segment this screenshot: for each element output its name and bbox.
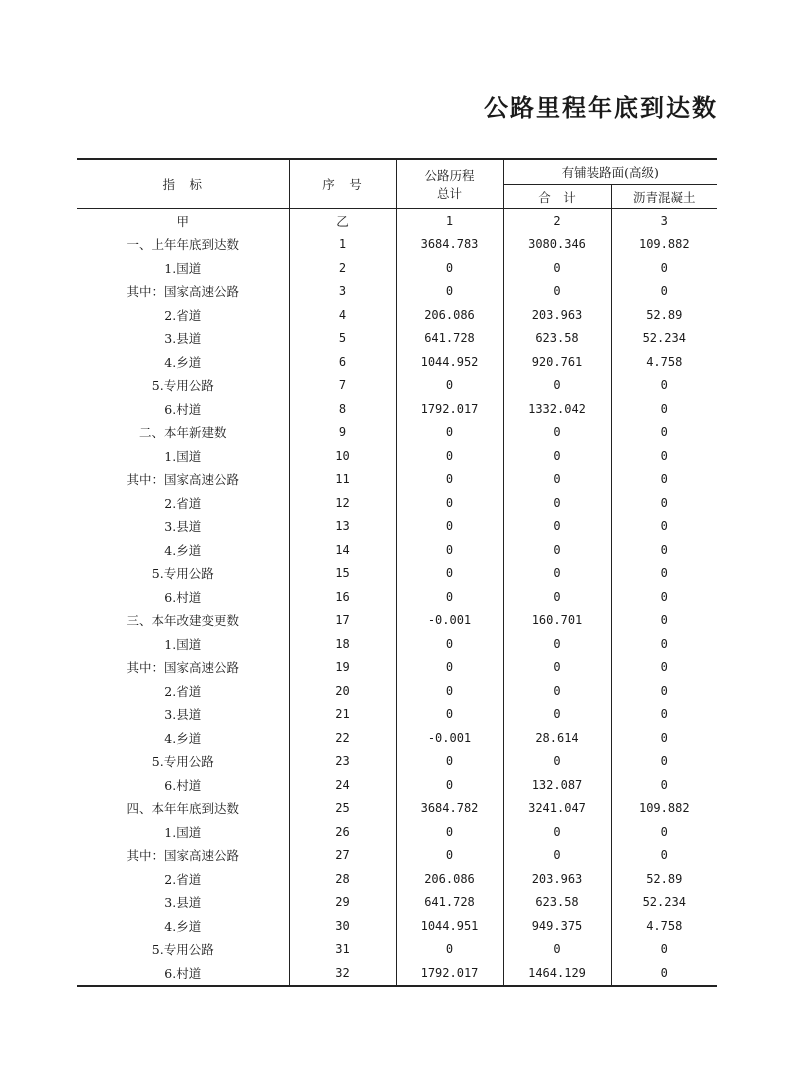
indicator-cell — [77, 444, 289, 468]
total-cell: 0 — [396, 844, 503, 868]
seq-cell: 24 — [289, 773, 396, 797]
total-cell: 0 — [396, 538, 503, 562]
indicator-cell — [77, 726, 289, 750]
indicator-label: 5.专用公路 — [151, 754, 214, 770]
seq-cell: 18 — [289, 632, 396, 656]
asphalt-cell: 0 — [660, 660, 668, 675]
total-cell: 0 — [396, 421, 503, 445]
sum-cell: 0 — [503, 679, 611, 703]
page-title: 公路里程年底到达数 — [484, 93, 718, 122]
asphalt-cell: 0 — [660, 448, 668, 463]
seq-cell: 28 — [289, 867, 396, 891]
indicator-label: 6.村道 — [164, 589, 202, 605]
table-row — [77, 679, 717, 703]
seq-cell: 22 — [289, 726, 396, 750]
indicator-label: 四、本年年底到达数 — [126, 801, 239, 817]
indicator-label: 1.国道 — [164, 260, 202, 276]
total-cell: 641.728 — [396, 891, 503, 915]
asphalt-cell: 4.758 — [646, 918, 683, 933]
table-row — [77, 750, 717, 774]
asphalt-cell: 0 — [660, 707, 668, 722]
asphalt-cell: 0 — [660, 542, 668, 557]
indicator-label: 二、本年新建数 — [138, 425, 227, 441]
sum-cell: 203.963 — [503, 303, 611, 327]
header-paved-group: 有铺装路面(高级) — [503, 159, 717, 185]
table-row — [77, 350, 717, 374]
table-row — [77, 444, 717, 468]
total-cell: 0 — [396, 773, 503, 797]
seq-cell: 29 — [289, 891, 396, 915]
sum-cell: 0 — [503, 844, 611, 868]
header-sum: 合 计 — [503, 185, 611, 209]
table-row — [77, 468, 717, 492]
header-total — [396, 159, 503, 209]
sum-cell: 0 — [503, 444, 611, 468]
indicator-cell — [77, 233, 289, 257]
indicator-cell — [77, 891, 289, 915]
sum-cell: 0 — [503, 468, 611, 492]
sum-cell: 3080.346 — [503, 233, 611, 257]
asphalt-cell: 109.882 — [638, 237, 690, 252]
indicator-cell — [77, 867, 289, 891]
total-cell: 0 — [396, 585, 503, 609]
total-cell: -0.001 — [396, 609, 503, 633]
indicator-label: 其中：国家高速公路 — [126, 848, 239, 864]
seq-cell: 17 — [289, 609, 396, 633]
table-row — [77, 867, 717, 891]
total-cell: -0.001 — [396, 726, 503, 750]
indicator-label: 4.乡道 — [164, 542, 202, 558]
table-row — [77, 820, 717, 844]
table-row — [77, 914, 717, 938]
indicator-cell — [77, 773, 289, 797]
indicator-label: 1.国道 — [164, 824, 202, 840]
indicator-cell — [77, 585, 289, 609]
asphalt-cell: 0 — [660, 589, 668, 604]
code-row — [77, 209, 717, 233]
asphalt-cell: 0 — [660, 636, 668, 651]
total-cell: 0 — [396, 515, 503, 539]
indicator-label: 5.专用公路 — [151, 566, 214, 582]
seq-cell: 14 — [289, 538, 396, 562]
asphalt-cell: 0 — [660, 824, 668, 839]
indicator-cell — [77, 515, 289, 539]
indicator-label: 6.村道 — [164, 965, 202, 981]
sum-cell: 0 — [503, 280, 611, 304]
indicator-label: 其中：国家高速公路 — [126, 284, 239, 300]
sum-cell: 0 — [503, 703, 611, 727]
sum-cell: 3241.047 — [503, 797, 611, 821]
asphalt-cell: 52.234 — [642, 331, 686, 346]
indicator-label: 三、本年改建变更数 — [126, 613, 239, 629]
total-cell: 206.086 — [396, 303, 503, 327]
seq-cell: 9 — [289, 421, 396, 445]
table-row — [77, 938, 717, 962]
header-asphalt: 沥青混凝土 — [611, 185, 717, 209]
asphalt-cell: 109.882 — [638, 801, 690, 816]
seq-cell: 2 — [289, 256, 396, 280]
total-cell: 0 — [396, 656, 503, 680]
table-row — [77, 585, 717, 609]
seq-cell: 10 — [289, 444, 396, 468]
asphalt-cell: 52.89 — [646, 871, 683, 886]
sum-cell: 623.58 — [503, 327, 611, 351]
table-row — [77, 609, 717, 633]
indicator-cell — [77, 679, 289, 703]
seq-cell: 3 — [289, 280, 396, 304]
seq-cell: 30 — [289, 914, 396, 938]
indicator-label: 5.专用公路 — [151, 378, 214, 394]
table-row — [77, 773, 717, 797]
sum-cell: 0 — [503, 820, 611, 844]
seq-cell: 20 — [289, 679, 396, 703]
table-row — [77, 656, 717, 680]
asphalt-cell: 0 — [660, 519, 668, 534]
header-total-line2: 总计 — [436, 186, 462, 201]
asphalt-cell: 0 — [611, 961, 717, 986]
asphalt-cell: 0 — [660, 566, 668, 581]
indicator-cell — [77, 703, 289, 727]
total-cell: 0 — [396, 632, 503, 656]
code-cell: 乙 — [289, 209, 396, 233]
asphalt-cell: 0 — [660, 260, 668, 275]
indicator-label: 3.县道 — [164, 519, 202, 535]
indicator-cell — [77, 656, 289, 680]
header-seq: 序 号 — [289, 159, 396, 209]
total-cell: 206.086 — [396, 867, 503, 891]
table-row — [77, 797, 717, 821]
indicator-cell — [77, 538, 289, 562]
indicator-cell — [77, 280, 289, 304]
indicator-label: 2.省道 — [164, 307, 202, 323]
table-row — [77, 327, 717, 351]
indicator-cell — [77, 421, 289, 445]
seq-cell: 19 — [289, 656, 396, 680]
total-cell: 0 — [396, 938, 503, 962]
indicator-cell — [77, 397, 289, 421]
mileage-table — [77, 158, 717, 987]
total-cell: 1792.017 — [396, 961, 503, 986]
indicator-label: 2.省道 — [164, 683, 202, 699]
seq-cell: 7 — [289, 374, 396, 398]
table-row — [77, 844, 717, 868]
asphalt-cell: 52.234 — [642, 895, 686, 910]
indicator-label: 其中：国家高速公路 — [126, 660, 239, 676]
asphalt-cell: 0 — [660, 730, 668, 745]
total-cell: 0 — [396, 820, 503, 844]
seq-cell: 8 — [289, 397, 396, 421]
asphalt-cell: 0 — [660, 284, 668, 299]
header-total-line1: 公路历程 — [424, 168, 475, 183]
table-row — [77, 891, 717, 915]
asphalt-cell: 0 — [660, 401, 668, 416]
asphalt-cell: 0 — [660, 754, 668, 769]
sum-cell: 0 — [503, 562, 611, 586]
asphalt-cell: 0 — [660, 378, 668, 393]
indicator-cell — [77, 938, 289, 962]
indicator-cell — [77, 914, 289, 938]
table-row — [77, 726, 717, 750]
indicator-cell — [77, 491, 289, 515]
total-cell: 1792.017 — [396, 397, 503, 421]
seq-cell: 4 — [289, 303, 396, 327]
indicator-label: 2.省道 — [164, 495, 202, 511]
sum-cell: 0 — [503, 938, 611, 962]
indicator-cell — [77, 961, 289, 986]
table-row — [77, 374, 717, 398]
total-cell: 0 — [396, 374, 503, 398]
indicator-label: 3.县道 — [164, 331, 202, 347]
sum-cell: 949.375 — [503, 914, 611, 938]
sum-cell: 0 — [503, 538, 611, 562]
indicator-cell — [77, 750, 289, 774]
header-indicator: 指 标 — [77, 159, 289, 209]
seq-cell: 23 — [289, 750, 396, 774]
code-cell: 3 — [660, 213, 668, 228]
indicator-cell — [77, 468, 289, 492]
seq-cell: 6 — [289, 350, 396, 374]
asphalt-cell: 0 — [660, 777, 668, 792]
indicator-label: 6.村道 — [164, 401, 202, 417]
seq-cell: 13 — [289, 515, 396, 539]
indicator-label: 6.村道 — [164, 777, 202, 793]
indicator-label: 4.乡道 — [164, 730, 202, 746]
indicator-cell — [77, 820, 289, 844]
seq-cell: 12 — [289, 491, 396, 515]
code-cell: 1 — [396, 209, 503, 233]
sum-cell: 0 — [503, 632, 611, 656]
table-row — [77, 961, 717, 986]
indicator-cell — [77, 562, 289, 586]
indicator-label: 1.国道 — [164, 636, 202, 652]
indicator-cell — [77, 327, 289, 351]
total-cell: 0 — [396, 750, 503, 774]
total-cell: 1044.952 — [396, 350, 503, 374]
sum-cell: 132.087 — [503, 773, 611, 797]
asphalt-cell: 0 — [660, 942, 668, 957]
seq-cell: 1 — [289, 233, 396, 257]
table-row — [77, 515, 717, 539]
total-cell: 0 — [396, 703, 503, 727]
total-cell: 3684.783 — [396, 233, 503, 257]
sum-cell: 28.614 — [503, 726, 611, 750]
total-cell: 641.728 — [396, 327, 503, 351]
indicator-cell — [77, 256, 289, 280]
indicator-cell — [77, 632, 289, 656]
total-cell: 0 — [396, 491, 503, 515]
table-body — [77, 209, 717, 986]
sum-cell: 1464.129 — [503, 961, 611, 986]
sum-cell: 920.761 — [503, 350, 611, 374]
sum-cell: 1332.042 — [503, 397, 611, 421]
indicator-cell — [77, 303, 289, 327]
total-cell: 0 — [396, 256, 503, 280]
table-row — [77, 233, 717, 257]
total-cell: 3684.782 — [396, 797, 503, 821]
table-row — [77, 421, 717, 445]
indicator-label: 1.国道 — [164, 448, 202, 464]
sum-cell: 0 — [503, 421, 611, 445]
table-row — [77, 703, 717, 727]
sum-cell: 0 — [503, 585, 611, 609]
asphalt-cell: 0 — [660, 613, 668, 628]
indicator-label: 一、上年年底到达数 — [126, 237, 239, 253]
indicator-cell — [77, 609, 289, 633]
sum-cell: 203.963 — [503, 867, 611, 891]
sum-cell: 0 — [503, 750, 611, 774]
table-row — [77, 491, 717, 515]
sum-cell: 0 — [503, 656, 611, 680]
table-row — [77, 562, 717, 586]
indicator-label: 4.乡道 — [164, 354, 202, 370]
sum-cell: 623.58 — [503, 891, 611, 915]
total-cell: 0 — [396, 562, 503, 586]
seq-cell: 31 — [289, 938, 396, 962]
table-row — [77, 280, 717, 304]
indicator-label: 4.乡道 — [164, 918, 202, 934]
indicator-label: 3.县道 — [164, 707, 202, 723]
sum-cell: 160.701 — [503, 609, 611, 633]
asphalt-cell: 0 — [660, 495, 668, 510]
indicator-cell — [77, 797, 289, 821]
asphalt-cell: 4.758 — [646, 354, 683, 369]
table-row — [77, 397, 717, 421]
asphalt-cell: 0 — [660, 848, 668, 863]
sum-cell: 0 — [503, 256, 611, 280]
seq-cell: 16 — [289, 585, 396, 609]
sum-cell: 0 — [503, 515, 611, 539]
total-cell: 0 — [396, 468, 503, 492]
total-cell: 1044.951 — [396, 914, 503, 938]
indicator-label: 2.省道 — [164, 871, 202, 887]
indicator-cell — [77, 844, 289, 868]
total-cell: 0 — [396, 280, 503, 304]
seq-cell: 32 — [289, 961, 396, 986]
seq-cell: 26 — [289, 820, 396, 844]
indicator-label: 5.专用公路 — [151, 942, 214, 958]
seq-cell: 11 — [289, 468, 396, 492]
indicator-label: 其中：国家高速公路 — [126, 472, 239, 488]
sum-cell: 0 — [503, 374, 611, 398]
sum-cell: 0 — [503, 491, 611, 515]
table-row — [77, 256, 717, 280]
seq-cell: 25 — [289, 797, 396, 821]
total-cell: 0 — [396, 444, 503, 468]
asphalt-cell: 0 — [660, 425, 668, 440]
seq-cell: 5 — [289, 327, 396, 351]
total-cell: 0 — [396, 679, 503, 703]
code-cell: 甲 — [77, 209, 289, 233]
table-row — [77, 303, 717, 327]
asphalt-cell: 0 — [660, 683, 668, 698]
table-row — [77, 538, 717, 562]
indicator-cell — [77, 374, 289, 398]
table-row — [77, 632, 717, 656]
indicator-label: 3.县道 — [164, 895, 202, 911]
seq-cell: 21 — [289, 703, 396, 727]
seq-cell: 15 — [289, 562, 396, 586]
indicator-cell — [77, 350, 289, 374]
asphalt-cell: 0 — [660, 472, 668, 487]
seq-cell: 27 — [289, 844, 396, 868]
code-cell: 2 — [503, 209, 611, 233]
asphalt-cell: 52.89 — [646, 307, 683, 322]
